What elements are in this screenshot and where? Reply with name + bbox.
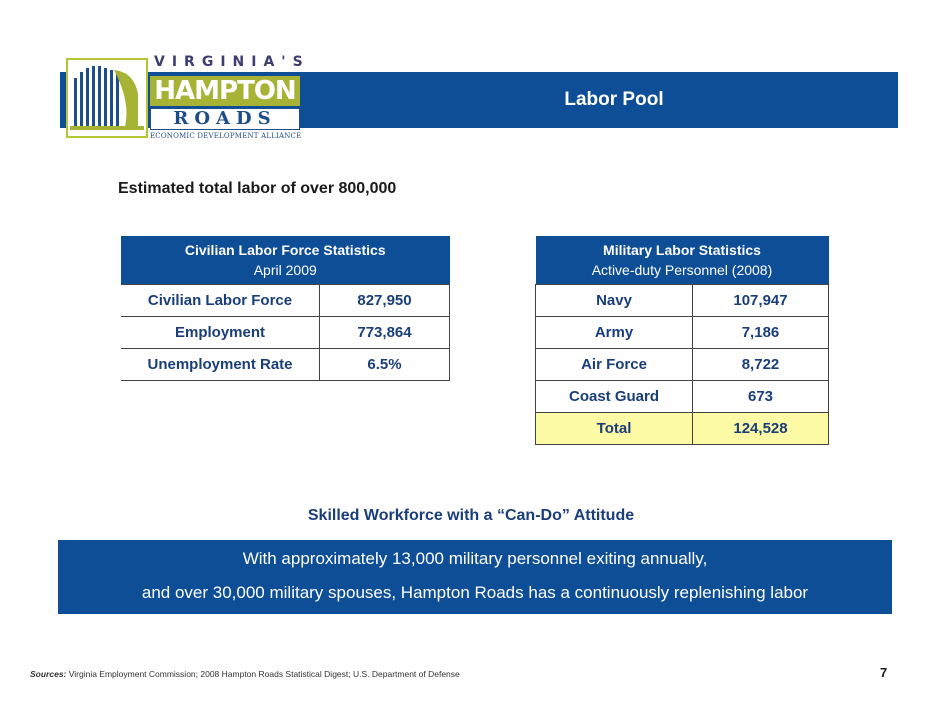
civilian-labor-table bbox=[121, 236, 450, 381]
row-label: Employment bbox=[121, 317, 320, 349]
table-row bbox=[536, 349, 829, 381]
row-label: Air Force bbox=[536, 349, 693, 381]
row-label: Total bbox=[536, 413, 693, 445]
page-number: 7 bbox=[880, 665, 888, 680]
table-row bbox=[121, 285, 450, 317]
table-row bbox=[536, 285, 829, 317]
row-value: 107,947 bbox=[693, 285, 829, 317]
table-row bbox=[121, 349, 450, 381]
page-title: Labor Pool bbox=[564, 89, 664, 110]
row-value: 124,528 bbox=[693, 413, 829, 445]
row-value: 827,950 bbox=[320, 285, 450, 317]
sources-footer bbox=[30, 669, 460, 679]
military-table-subtitle: Active-duty Personnel (2008) bbox=[591, 262, 773, 278]
row-value: 6.5% bbox=[320, 349, 450, 381]
skilled-workforce-heading: Skilled Workforce with a “Can-Do” Attitude bbox=[307, 507, 635, 524]
logo-roads: ROADS bbox=[150, 108, 300, 130]
logo-subtitle: ECONOMIC DEVELOPMENT ALLIANCE bbox=[150, 132, 302, 140]
row-label: Navy bbox=[536, 285, 693, 317]
row-value: 773,864 bbox=[320, 317, 450, 349]
military-table-header bbox=[536, 236, 829, 285]
civilian-table-title: Civilian Labor Force Statistics bbox=[184, 242, 386, 258]
table-row bbox=[536, 317, 829, 349]
logo-hampton: HAMPTON bbox=[150, 76, 300, 106]
table-row bbox=[121, 317, 450, 349]
hampton-roads-logo bbox=[62, 52, 312, 144]
row-label: Civilian Labor Force bbox=[121, 285, 320, 317]
civilian-table-subtitle: April 2009 bbox=[253, 262, 317, 278]
sources-text: Virginia Employment Commission; 2008 Hampton Roads Statistical Digest; U.S. Department of Defense bbox=[66, 669, 460, 679]
logo-top-text: VIRGINIA'S bbox=[154, 54, 310, 70]
banner-line-1: With approximately 13,000 military personnel exiting annually, bbox=[242, 549, 708, 568]
row-value: 8,722 bbox=[693, 349, 829, 381]
banner-line-2: and over 30,000 military spouses, Hampton Roads has a continuously replenishing labor bbox=[141, 583, 809, 602]
row-value: 7,186 bbox=[693, 317, 829, 349]
sources-label: Sources: bbox=[30, 669, 67, 679]
civilian-table-header bbox=[121, 236, 450, 285]
workforce-banner bbox=[58, 540, 892, 614]
military-labor-table bbox=[535, 236, 829, 445]
table-row bbox=[536, 381, 829, 413]
total-row bbox=[536, 413, 829, 445]
logo-emblem-icon bbox=[66, 58, 148, 138]
estimated-labor-heading: Estimated total labor of over 800,000 bbox=[118, 180, 397, 197]
row-label: Army bbox=[536, 317, 693, 349]
row-label: Coast Guard bbox=[536, 381, 693, 413]
military-table-title: Military Labor Statistics bbox=[603, 242, 761, 258]
row-label: Unemployment Rate bbox=[121, 349, 320, 381]
row-value: 673 bbox=[693, 381, 829, 413]
